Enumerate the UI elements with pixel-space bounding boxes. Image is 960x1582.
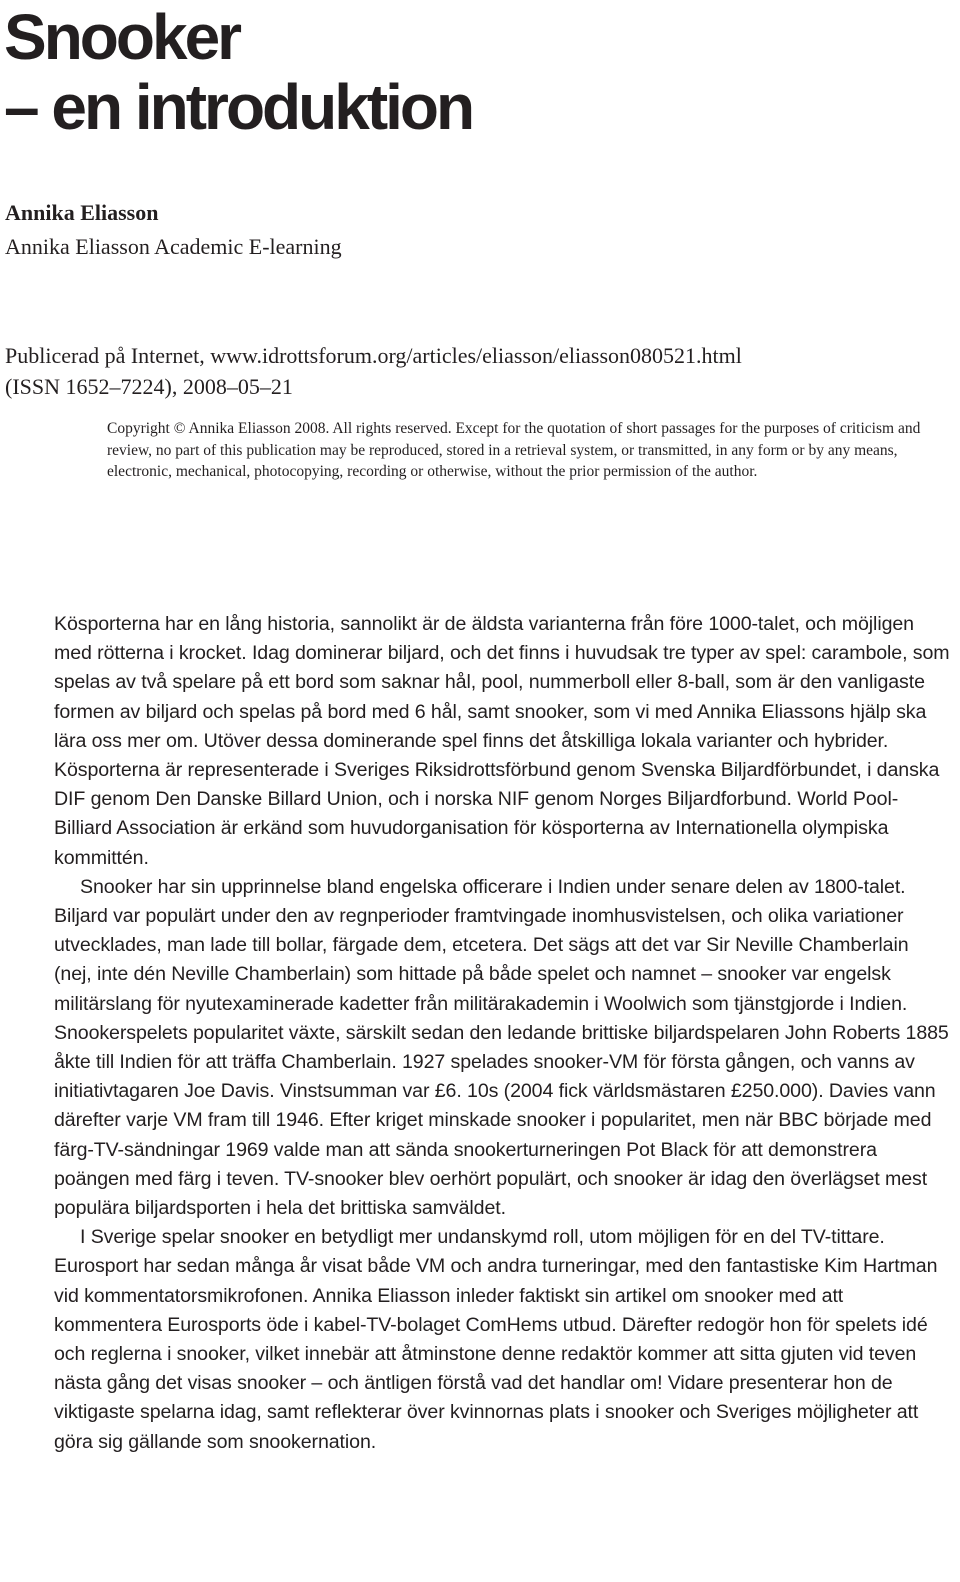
author-affiliation: Annika Eliasson Academic E-learning (5, 234, 342, 259)
body-paragraph-1: Kösporterna har en lång historia, sannolikt är de äldsta varianterna från före 1000-talet, och möjligen med rötterna i krocket. Idag dominerar biljard, och det finns i huvudsak tre typer av spel: carambole, som spelas av två spelare på ett bord som saknar hål, pool, nummerboll eller 8-ball, som är den vanligaste formen av biljard och spelas på bord med 6 hål, samt snooker, som vi med Annika Eliassons hjälp ska lära oss mer om. Utöver dessa dominerande spel finns det åtskilliga lokala varianter och hybrider. Kösporterna är representerade i Sveriges Riksidrottsförbund genom Svenska Biljardförbundet, i danska DIF genom Den Danske Billard Union, och i norska NIF genom Norges Biljardforbund. World Pool-Billiard Association är erkänd som huvudorganisation för kösporterna av Internationella olympiska kommittén. (54, 613, 950, 869)
publication-issn-line: (ISSN 1652–7224), 2008–05–21 (5, 374, 293, 399)
publication-url-line: Publicerad på Internet, www.idrottsforum.org/articles/eliasson/eliasson080521.html (5, 343, 742, 368)
title-line-1: Snooker (4, 1, 240, 73)
body-paragraph-2: Snooker har sin upprinnelse bland engelska officerare i Indien under senare delen av 1800-talet. Biljard var populärt under den av regnperioder framtvingade inomhusvistelsen, och olika variationer utvecklades, man lade till bollar, färgade dem, etcetera. Det sägs att det var Sir Neville Chamberlain (nej, inte dén Neville Chamberlain) som hittade på både spelet och namnet – snooker var engelsk militärslang för nyutexaminerade kadetter från militärakademin i Woolwich som tjänstgjorde i Indien. Snookerspelets popularitet växte, särskilt sedan den ledande brittiske biljardspelaren John Roberts 1885 åkte till Indien för att träffa Chamberlain. 1927 spelades snooker-VM för första gången, och vanns av initiativtagaren Joe Davis. Vinstsumman var £6. 10s (2004 fick världsmästaren £250.000). Davies vann därefter varje VM fram till 1946. Efter kriget minskade snooker i popularitet, men när BBC började med färg-TV-sändningar 1969 valde man att sända snookerturneringen Pot Black för att demonstrera poängen med färg i teven. TV-snooker blev oerhört populärt, och snooker är idag den överlägset mest populära biljardsporten i hela det brittiska samväldet. (54, 875, 949, 1220)
body-paragraph-3: I Sverige spelar snooker en betydligt mer undanskymd roll, utom möjligen för en del TV-tittare. Eurosport har sedan många år visat både VM och andra turneringar, med den fantastiske Kim Hartman vid kommentatorsmikrofonen. Annika Eliasson inleder faktiskt sin artikel om snooker med att kommentera Eurosports öde i kabel-TV-bolaget ComHems utbud. Därefter redogör hon för spelets idé och reglerna i snooker, vilket innebär att åtminstone denne redaktör kommer att sitta gjuten vid teven nästa gång det visas snooker – och äntligen förstå vad det handlar om! Vidare presenterar hon de viktigaste spelarna idag, samt reflekterar över kvinnornas plats i snooker och Sveriges möjligheter att göra sig gällande som snookernation. (54, 1226, 938, 1453)
author-block (5, 196, 342, 264)
publication-info (5, 340, 742, 402)
title-line-2: – en introduktion (4, 71, 473, 143)
author-name: Annika Eliasson (5, 200, 159, 225)
copyright-notice: Copyright © Annika Eliasson 2008. All rights reserved. Except for the quotation of short passages for the purposes of criticism and review, no part of this publication may be reproduced, stored in a retrieval system, or transmitted, in any form or by any means, electronic, mechanical, photocopying, recording or otherwise, without the prior permission of the author. (107, 420, 921, 480)
article-body (54, 610, 950, 1457)
document-title (4, 2, 472, 142)
